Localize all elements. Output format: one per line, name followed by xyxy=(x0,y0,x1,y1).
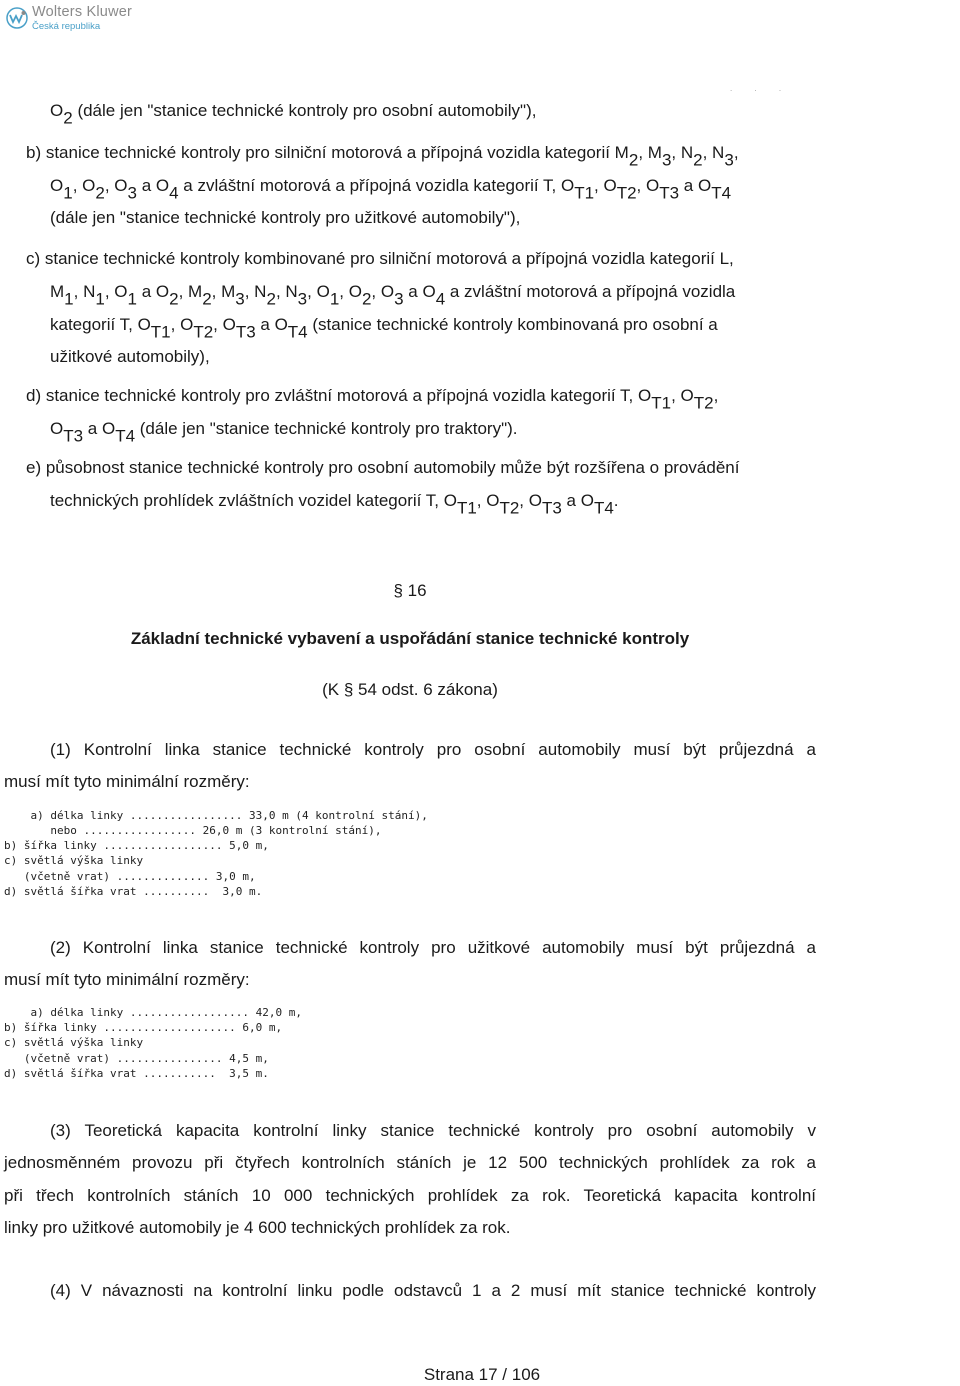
para2-dimension-row: d) světlá šířka vrat ........... 3,5 m. xyxy=(4,1067,269,1080)
para2-dimension-row: c) světlá výška linky xyxy=(4,1036,144,1049)
para2-dimension-row: b) šířka linky .................... 6,0 m, xyxy=(4,1021,283,1034)
brand-name: Wolters Kluwer xyxy=(32,4,133,20)
para3-line-1: (3) Teoretická kapacita kontrolní linky stanice technické kontroly pro osobní automobily v xyxy=(50,1121,816,1140)
para3-line-2: jednosměnném provozu při čtyřech kontrolních stáních je 12 500 technických prohlídek za rok a xyxy=(4,1153,816,1172)
item-c-line-2: $M_1$, $N_1$, $O_1$ a $O_2$, $M_2$, $M_3$, $N_2$, $N_3$, $O_1$, $O_2$, $O_3$ a $O_4$ a zvláštní motorová a přípojná vozidla xyxy=(50,282,736,309)
wolters-kluwer-logo-icon xyxy=(6,7,28,29)
para1-dimension-row: a) délka linky ................. 33,0 m (4 kontrolní stání), xyxy=(4,809,428,822)
item-c-line-1: c) stanice technické kontroly kombinované pro silniční motorová a přípojná vozidla kategorií L, xyxy=(26,249,734,268)
para1-dimension-row: nebo ................. 26,0 m (3 kontrolní stání), xyxy=(4,824,382,837)
item-d-line-1: d) stanice technické kontroly pro zvláštní motorová a přípojná vozidla kategorií T, $O_{T1}$, $O_{T2}$, xyxy=(26,386,719,413)
para1-line-1: (1) Kontrolní linka stanice technické kontroly pro osobní automobily musí být průjezdná a xyxy=(50,740,816,759)
para2-line-1: (2) Kontrolní linka stanice technické kontroly pro užitkové automobily musí být průjezdná a xyxy=(50,938,816,957)
item-b-line-1: b) stanice technické kontroly pro silniční motorová a přípojná vozidla kategorií $M_2$, $M_3$, $N_2$, $N_3$, xyxy=(26,143,739,170)
section-reference: (K § 54 odst. 6 zákona) xyxy=(322,680,498,699)
item-e-line-1: e) působnost stanice technické kontroly pro osobní automobily může být rozšířena o provádění xyxy=(26,458,740,477)
para2-dimension-row: a) délka linky .................. 42,0 m, xyxy=(4,1006,303,1019)
para1-dimension-row: b) šířka linky .................. 5,0 m, xyxy=(4,839,269,852)
text-line-o2: $O_2$ (dále jen "stanice technické kontroly pro osobní automobily"), xyxy=(50,101,537,128)
para2-line-2: musí mít tyto minimální rozměry: xyxy=(4,970,250,989)
para4-line-1: (4) V návaznosti na kontrolní linku podle odstavců 1 a 2 musí mít stanice technické kontroly xyxy=(50,1281,816,1300)
para2-dimension-row: (včetně vrat) ................ 4,5 m, xyxy=(4,1052,269,1065)
para3-line-4: linky pro užitkové automobily je 4 600 technických prohlídek za rok. xyxy=(4,1218,511,1237)
section-title: Základní technické vybavení a uspořádání stanice technické kontroly xyxy=(130,629,690,648)
corner-dots: . . . xyxy=(730,84,792,93)
item-c-line-3: kategorií T, $O_{T1}$, $O_{T2}$, $O_{T3}$ a $O_{T4}$ (stanice technické kontroly kombinovaná pro osobní a xyxy=(50,315,718,342)
para1-dimension-row: (včetně vrat) .............. 3,0 m, xyxy=(4,870,256,883)
item-b-line-2: $O_1$, $O_2$, $O_3$ a $O_4$ a zvláštní motorová a přípojná vozidla kategorií T, $O_{T1}$, $O_{T2}$, $O_{T3}$ a $O_{T4}$ xyxy=(50,176,732,203)
item-e-line-2: technických prohlídek zvláštních vozidel kategorií T, $O_{T1}$, $O_{T2}$, $O_{T3}$ a $O_{T4}$. xyxy=(50,491,619,518)
page-number: Strana 17 / 106 xyxy=(423,1365,541,1384)
para3-line-3: při třech kontrolních stáních 10 000 technických prohlídek za rok. Teoretická kapacita kontrolní xyxy=(4,1186,816,1205)
para1-line-2: musí mít tyto minimální rozměry: xyxy=(4,772,250,791)
section-number: § 16 xyxy=(393,581,427,600)
item-d-line-2: $O_{T3}$ a $O_{T4}$ (dále jen "stanice technické kontroly pro traktory"). xyxy=(50,419,518,446)
brand-logo xyxy=(6,5,132,31)
item-b-line-3: (dále jen "stanice technické kontroly pro užitkové automobily"), xyxy=(50,208,521,227)
para1-dimension-row: c) světlá výška linky xyxy=(4,854,144,867)
brand-subtitle: Česká republika xyxy=(32,20,101,32)
item-c-line-4: užitkové automobily), xyxy=(50,347,210,366)
para1-dimension-row: d) světlá šířka vrat .......... 3,0 m. xyxy=(4,885,263,898)
